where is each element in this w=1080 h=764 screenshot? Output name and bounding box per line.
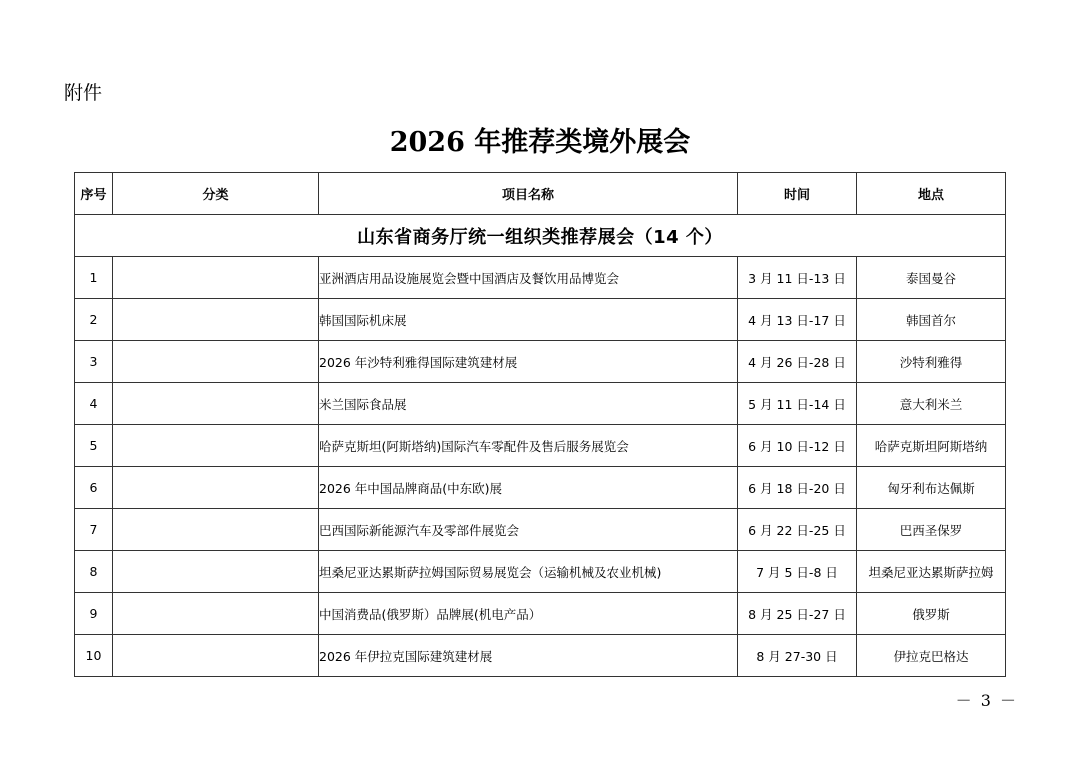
cell-no: 9 — [75, 593, 113, 635]
cell-place: 沙特利雅得 — [857, 341, 1006, 383]
cell-name: 亚洲酒店用品设施展览会暨中国酒店及餐饮用品博览会 — [319, 257, 738, 299]
cell-category — [113, 635, 319, 677]
cell-no: 4 — [75, 383, 113, 425]
cell-place: 泰国曼谷 — [857, 257, 1006, 299]
cell-category — [113, 593, 319, 635]
section-row — [75, 215, 1006, 257]
header-time: 时间 — [738, 173, 857, 215]
table-row — [75, 551, 1006, 593]
cell-category — [113, 299, 319, 341]
cell-name: 中国消费品(俄罗斯）品牌展(机电产品） — [319, 593, 738, 635]
cell-name: 2026 年沙特利雅得国际建筑建材展 — [319, 341, 738, 383]
cell-no: 6 — [75, 467, 113, 509]
cell-category — [113, 509, 319, 551]
annex-label: 附件 — [64, 82, 103, 104]
cell-time: 6 月 22 日-25 日 — [738, 509, 857, 551]
table-row — [75, 383, 1006, 425]
cell-place: 匈牙利布达佩斯 — [857, 467, 1006, 509]
header-category: 分类 — [113, 173, 319, 215]
cell-category — [113, 551, 319, 593]
cell-no: 1 — [75, 257, 113, 299]
exhibition-table — [74, 172, 1006, 677]
cell-time: 4 月 13 日-17 日 — [738, 299, 857, 341]
cell-no: 2 — [75, 299, 113, 341]
cell-name: 2026 年中国品牌商品(中东欧)展 — [319, 467, 738, 509]
table-row — [75, 299, 1006, 341]
cell-place: 意大利米兰 — [857, 383, 1006, 425]
cell-place: 俄罗斯 — [857, 593, 1006, 635]
cell-time: 8 月 25 日-27 日 — [738, 593, 857, 635]
cell-category — [113, 383, 319, 425]
header-place: 地点 — [857, 173, 1006, 215]
cell-no: 5 — [75, 425, 113, 467]
cell-category — [113, 341, 319, 383]
cell-no: 10 — [75, 635, 113, 677]
cell-name: 2026 年伊拉克国际建筑建材展 — [319, 635, 738, 677]
cell-place: 韩国首尔 — [857, 299, 1006, 341]
table-header-row — [75, 173, 1006, 215]
cell-time: 6 月 18 日-20 日 — [738, 467, 857, 509]
table-row — [75, 509, 1006, 551]
cell-time: 5 月 11 日-14 日 — [738, 383, 857, 425]
page-number: － 3 － — [955, 691, 1018, 710]
cell-place: 坦桑尼亚达累斯萨拉姆 — [857, 551, 1006, 593]
table-row — [75, 467, 1006, 509]
cell-category — [113, 467, 319, 509]
table-row — [75, 341, 1006, 383]
table-row — [75, 425, 1006, 467]
cell-time: 8 月 27-30 日 — [738, 635, 857, 677]
cell-name: 坦桑尼亚达累斯萨拉姆国际贸易展览会（运输机械及农业机械) — [319, 551, 738, 593]
cell-category — [113, 425, 319, 467]
header-no: 序号 — [75, 173, 113, 215]
table-row — [75, 593, 1006, 635]
cell-time: 4 月 26 日-28 日 — [738, 341, 857, 383]
section-title: 山东省商务厅统一组织类推荐展会（14 个） — [75, 215, 1006, 257]
cell-no: 8 — [75, 551, 113, 593]
cell-place: 巴西圣保罗 — [857, 509, 1006, 551]
table-row — [75, 257, 1006, 299]
cell-no: 7 — [75, 509, 113, 551]
cell-place: 伊拉克巴格达 — [857, 635, 1006, 677]
cell-no: 3 — [75, 341, 113, 383]
cell-name: 米兰国际食品展 — [319, 383, 738, 425]
header-name: 项目名称 — [319, 173, 738, 215]
cell-name: 韩国国际机床展 — [319, 299, 738, 341]
cell-time: 6 月 10 日-12 日 — [738, 425, 857, 467]
table-row — [75, 635, 1006, 677]
cell-time: 3 月 11 日-13 日 — [738, 257, 857, 299]
cell-name: 哈萨克斯坦(阿斯塔纳)国际汽车零配件及售后服务展览会 — [319, 425, 738, 467]
cell-place: 哈萨克斯坦阿斯塔纳 — [857, 425, 1006, 467]
cell-time: 7 月 5 日-8 日 — [738, 551, 857, 593]
cell-name: 巴西国际新能源汽车及零部件展览会 — [319, 509, 738, 551]
document-title: 2026 年推荐类境外展会 — [389, 127, 691, 158]
cell-category — [113, 257, 319, 299]
